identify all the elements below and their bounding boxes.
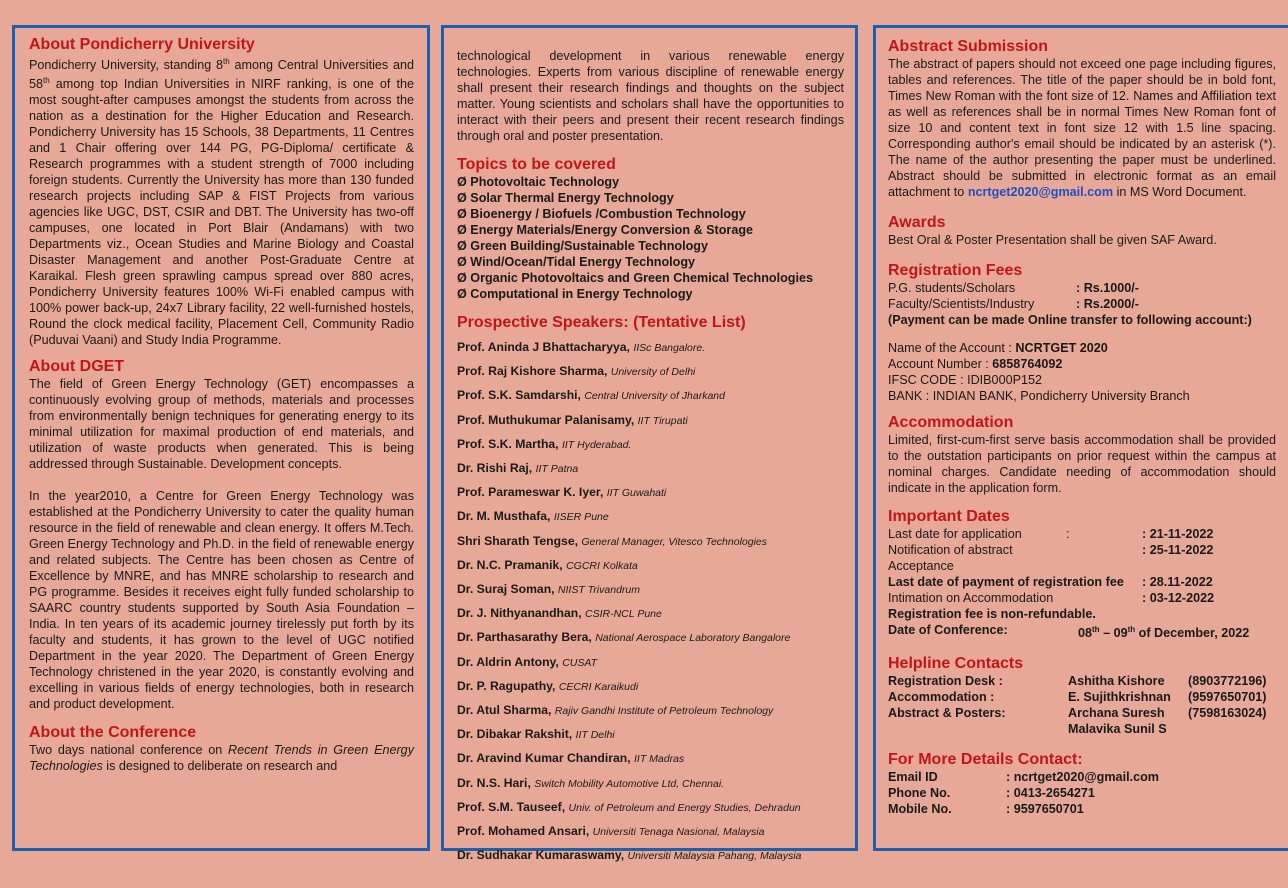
contact-value[interactable]: : 0413-2654271	[1006, 786, 1095, 801]
date-value: : 21-11-2022	[1142, 527, 1214, 541]
helpline-row	[888, 705, 1276, 721]
contact-label: Email ID	[888, 770, 938, 785]
helpline-phone[interactable]: (7598163024)	[1188, 706, 1267, 721]
speaker-name: Prof. S.M. Tauseef,	[457, 799, 566, 814]
helpline-label: Abstract & Posters:	[888, 706, 1006, 721]
fee-value: : Rs.1000/-	[1076, 281, 1139, 295]
accommodation-title: Accommodation	[888, 414, 1014, 431]
dates-table	[888, 526, 1276, 606]
payment-note: (Payment can be made Online transfer to following account:)	[888, 313, 1252, 327]
speaker-name: Dr. Aldrin Antony,	[457, 654, 559, 669]
contact-value[interactable]: : 9597650701	[1006, 802, 1084, 817]
speaker-name: Dr. Dibakar Rakshit,	[457, 727, 573, 742]
fee-row	[888, 280, 1276, 296]
speaker-name: Prof. Aninda J Bhattacharyya,	[457, 340, 630, 354]
speaker-affiliation: National Aerospace Laboratory Bangalore	[595, 632, 791, 645]
about-conference-title: About the Conference	[29, 724, 197, 742]
speakers-title: Prospective Speakers: (Tentative List)	[457, 314, 746, 331]
helpline-phone[interactable]: (9597650701)	[1188, 690, 1267, 705]
date-separator: :	[1066, 527, 1070, 541]
contact-value[interactable]: : ncrtget2020@gmail.com	[1006, 770, 1159, 785]
fee-label: P.G. students/Scholars	[888, 281, 1016, 295]
speaker-affiliation: IIT Tirupati	[637, 414, 688, 427]
about-dget-title: About DGET	[29, 358, 125, 376]
contact-label: Phone No.	[888, 786, 951, 801]
speaker-item	[457, 651, 844, 675]
helpline-name: Ashitha Kishore	[1068, 674, 1165, 689]
about-dget-text-1: The field of Green Energy Technology (GET) encompasses a continuously evolving group of methods, materials and processes from environmentally benign techniques for generating energy to its minimal utilization for maximal production of end materials, and utilization of waste products when generated. This is being addressed through Sustainable. Development concepts.	[29, 377, 414, 472]
about-pu-text: Pondicherry University, standing 8th among Central Universities and 58th among top Indian Universities in NIRF ranking, is one of the most sought-after campuses amongst the students from across the nation as a destination for the Higher Education and Research. Pondicherry University has 15 Schools, 38 Departments, 11 Centres and 1 Chair offering over 144 PG, PG-Diploma/ certificate & Research programmes with a student strength of 7000 including foreign students. Currently the University has more than 130 funded research projects including SAP & FIST Projects from various agencies like UGC, DST, CSIR and DBT. The University has two-off campuses, one located in Port Blair (Andamans) with two Departments viz., Ocean Studies and Marine Biology and Coastal Disaster Management and another Post-Graduate Centre at Karaikal. Flesh green sprawling campus spread over 880 acres, Pondicherry University features 100% Wi-Fi enabled campus with 100% power back-up, 24x7 Library facility, 22 well-furnished hostels, Round the clock medical facility, Placement Cell, Community Radio (Puduvai Vaani) and Study India Programme.	[29, 57, 414, 348]
date-row	[888, 590, 1276, 606]
date-value: : 03-12-2022	[1142, 591, 1215, 605]
speaker-item	[457, 384, 844, 408]
abstract-title: Abstract Submission	[888, 38, 1049, 55]
speaker-name: Dr. J. Nithyanandhan,	[457, 606, 582, 621]
speaker-name: Dr. Atul Sharma,	[457, 703, 552, 718]
fee-row	[888, 296, 1276, 312]
speaker-name: Shri Sharath Tengse,	[457, 533, 578, 548]
speaker-affiliation: CSIR-NCL Pune	[585, 608, 662, 621]
helpline-name: Malavika Sunil S	[1068, 722, 1167, 737]
topic-item: Ø Organic Photovoltaics and Green Chemical Technologies	[457, 271, 813, 285]
date-separator	[1066, 542, 1142, 574]
speaker-item	[457, 505, 844, 529]
helpline-row	[888, 673, 1276, 689]
speaker-item	[457, 360, 844, 384]
speaker-item	[457, 747, 844, 771]
speaker-name: Prof. S.K. Martha,	[457, 436, 559, 451]
bank-name: BANK : INDIAN BANK, Pondicherry University Branch	[888, 389, 1190, 403]
helpline-label	[888, 721, 1068, 737]
conference-text-continued: technological development in various renewable energy technologies. Experts from various discipline of renewable energy shall present their research findings and thoughts on the subject matter. Young scientists and scholars shall have the opportunities to interact with their peers and present their recent research findings through oral and poster presentation.	[457, 49, 844, 143]
contact-row	[888, 801, 1276, 817]
speakers-list	[457, 336, 844, 868]
abstract-text: The abstract of papers should not exceed one page including figures, tables and references. The title of the paper should be in bold font, Times New Roman with the font size of 12. Names and Affiliation text as well as references shall be in normal Times New Roman font of size 10 and content text in font size 12 with 1.5 line spacing. Corresponding author's email should be indicated by an asterisk (*). The name of the author presenting the paper must be underlined. Abstract should be submitted in electronic format as an email attachment to ncrtget2020@gmail.com in MS Word Document.	[888, 57, 1276, 199]
speaker-name: Dr. M. Musthafa,	[457, 509, 551, 524]
speaker-item	[457, 844, 844, 868]
speaker-name: Prof. Muthukumar Palanisamy,	[457, 412, 635, 427]
speaker-name: Prof. S.K. Samdarshi,	[457, 388, 581, 403]
speaker-item	[457, 457, 844, 481]
awards-title: Awards	[888, 214, 946, 231]
awards-text: Best Oral & Poster Presentation shall be given SAF Award.	[888, 233, 1217, 247]
speaker-affiliation: University of Delhi	[610, 366, 696, 379]
speaker-name: Dr. Suraj Soman,	[457, 582, 555, 597]
nonrefundable-note: Registration fee is non-refundable.	[888, 607, 1096, 621]
account-name: Name of the Account : NCRTGET 2020	[888, 341, 1108, 355]
abstract-email-link[interactable]: ncrtget2020@gmail.com	[967, 185, 1114, 199]
topic-item: Ø Wind/Ocean/Tidal Energy Technology	[457, 255, 696, 269]
speaker-affiliation: Rajiv Gandhi Institute of Petroleum Technology	[554, 705, 774, 718]
speaker-name: Prof. Parameswar K. Iyer,	[457, 485, 604, 500]
speaker-affiliation: CGCRI Kolkata	[566, 559, 638, 572]
helpline-title: Helpline Contacts	[888, 655, 1024, 673]
contact-title: For More Details Contact:	[888, 751, 1083, 769]
about-pu-title: About Pondicherry University	[29, 36, 255, 53]
dates-title: Important Dates	[888, 508, 1010, 525]
contact-label: Mobile No.	[888, 802, 952, 817]
date-row	[888, 526, 1276, 542]
speaker-item	[457, 772, 844, 796]
speaker-item	[457, 602, 844, 626]
topic-item: Ø Photovoltaic Technology	[457, 175, 620, 189]
speaker-name: Dr. N.S. Hari,	[457, 775, 531, 790]
helpline-name: E. Sujithkrishnan	[1068, 690, 1171, 705]
helpline-phone[interactable]: (8903772196)	[1188, 674, 1267, 689]
speaker-affiliation: CECRI Karaikudi	[558, 680, 639, 693]
speaker-affiliation: IIT Hyderabad.	[561, 438, 632, 451]
ifsc-code: IFSC CODE : IDIB000P152	[888, 373, 1042, 387]
date-separator	[1066, 590, 1142, 606]
date-value: : 25-11-2022	[1142, 543, 1214, 557]
speaker-item	[457, 481, 844, 505]
topic-item: Ø Bioenergy / Biofuels /Combustion Technology	[457, 207, 746, 221]
speaker-item	[457, 796, 844, 820]
date-row	[888, 542, 1276, 574]
date-label: Last date for application	[888, 527, 1022, 541]
right-panel	[873, 25, 1288, 851]
speaker-item	[457, 433, 844, 457]
speaker-name: Dr. Parthasarathy Bera,	[457, 630, 592, 645]
speaker-item	[457, 699, 844, 723]
account-number: Account Number : 6858764092	[888, 357, 1063, 371]
topic-item: Ø Solar Thermal Energy Technology	[457, 191, 674, 205]
contacts-table	[888, 769, 1276, 817]
speaker-name: Prof. Raj Kishore Sharma,	[457, 364, 608, 379]
helpline-row	[888, 721, 1276, 737]
speaker-item	[457, 626, 844, 650]
about-conference-text: Two days national conference on Recent Trends in Green Energy Technologies is designed to deliberate on research and	[29, 743, 414, 774]
fees-title: Registration Fees	[888, 262, 1023, 279]
speaker-affiliation: Universiti Malaysia Pahang, Malaysia	[627, 850, 802, 863]
speaker-affiliation: IISER Pune	[553, 511, 609, 524]
date-value: : 28.11-2022	[1142, 575, 1213, 589]
topic-item: Ø Energy Materials/Energy Conversion & Storage	[457, 223, 754, 237]
speaker-item	[457, 578, 844, 602]
speaker-affiliation: IIT Madras	[633, 753, 685, 766]
speaker-affiliation: IIT Patna	[535, 463, 579, 476]
speaker-item	[457, 675, 844, 699]
speaker-affiliation: IIT Delhi	[575, 729, 615, 742]
helpline-name: Archana Suresh	[1068, 706, 1165, 721]
date-label: Intimation on Accommodation	[888, 591, 1054, 605]
helpline-label: Registration Desk :	[888, 674, 1003, 689]
speaker-affiliation: General Manager, Vitesco Technologies	[581, 535, 768, 548]
contact-row	[888, 769, 1276, 785]
speaker-affiliation: Universiti Tenaga Nasional, Malaysia	[592, 826, 765, 839]
accommodation-text: Limited, first-cum-first serve basis accommodation shall be provided to the outstation participants on prior request within the campus at nominal charges. Candidate needing of accommodation should indicate in the application form.	[888, 433, 1276, 495]
conference-date: Date of Conference: 08th – 09th of December, 2022	[888, 623, 1250, 641]
date-label: Last date of payment of registration fee	[888, 575, 1124, 589]
fee-label: Faculty/Scientists/Industry	[888, 297, 1035, 311]
speaker-name: Dr. Sudhakar Kumaraswamy,	[457, 848, 625, 863]
speaker-affiliation: NIIST Trivandrum	[557, 584, 640, 597]
speaker-affiliation: Univ. of Petroleum and Energy Studies, Dehradun	[568, 801, 801, 814]
topics-title: Topics to be covered	[457, 156, 616, 173]
fee-value: : Rs.2000/-	[1076, 297, 1139, 311]
left-panel	[12, 25, 430, 851]
date-label: Notification of abstract Acceptance	[888, 543, 1013, 573]
speaker-name: Dr. N.C. Pramanik,	[457, 557, 563, 572]
speaker-item	[457, 336, 844, 360]
speaker-name: Dr. P. Ragupathy,	[457, 678, 556, 693]
speaker-name: Prof. Mohamed Ansari,	[457, 824, 590, 839]
helpline-row	[888, 689, 1276, 705]
topics-list	[457, 174, 844, 302]
topic-item: Ø Green Building/Sustainable Technology	[457, 239, 708, 253]
about-dget-text-2: In the year2010, a Centre for Green Energy Technology was established at the Pondicherry University to cater the quality human resource in the field of renewable and clean energy. It offers M.Tech. Green Energy Technology and Ph.D. in the field of renewable energy and related subjects. The Centre has been chosen as Centre of Excellence by MNRE, and has MNRE scholarship to research and PG programme. Besides it receives eight fully funded scholarship to SAARC country students supported by South Asia Foundation – India. In ten years of its academic journey tirelessly put forth by its faculty and students, it has grown to the level of UGC notified Department in the year 2020. The Department of Green Energy Technology christened in the year 2020, is constantly evolving and excelling in various fields of energy technologies, both in research and product development.	[29, 489, 414, 712]
speaker-item	[457, 409, 844, 433]
date-row	[888, 574, 1276, 590]
contact-row	[888, 785, 1276, 801]
speaker-affiliation: Central University of Jharkand	[584, 390, 725, 403]
speaker-name: Dr. Aravind Kumar Chandiran,	[457, 751, 631, 766]
speaker-item	[457, 820, 844, 844]
speaker-affiliation: IISc Bangalore.	[633, 342, 706, 354]
speaker-item	[457, 723, 844, 747]
speaker-affiliation: IIT Guwahati	[606, 487, 667, 500]
helpline-table	[888, 673, 1276, 737]
middle-panel	[441, 25, 858, 863]
speaker-affiliation: CUSAT	[562, 656, 597, 669]
fees-table	[888, 280, 1276, 312]
speaker-item	[457, 554, 844, 578]
speaker-item	[457, 530, 844, 554]
topic-item: Ø Computational in Energy Technology	[457, 287, 693, 301]
speaker-name: Dr. Rishi Raj,	[457, 461, 533, 476]
helpline-label: Accommodation :	[888, 690, 995, 705]
speaker-affiliation: Switch Mobility Automotive Ltd, Chennai.	[534, 777, 725, 790]
